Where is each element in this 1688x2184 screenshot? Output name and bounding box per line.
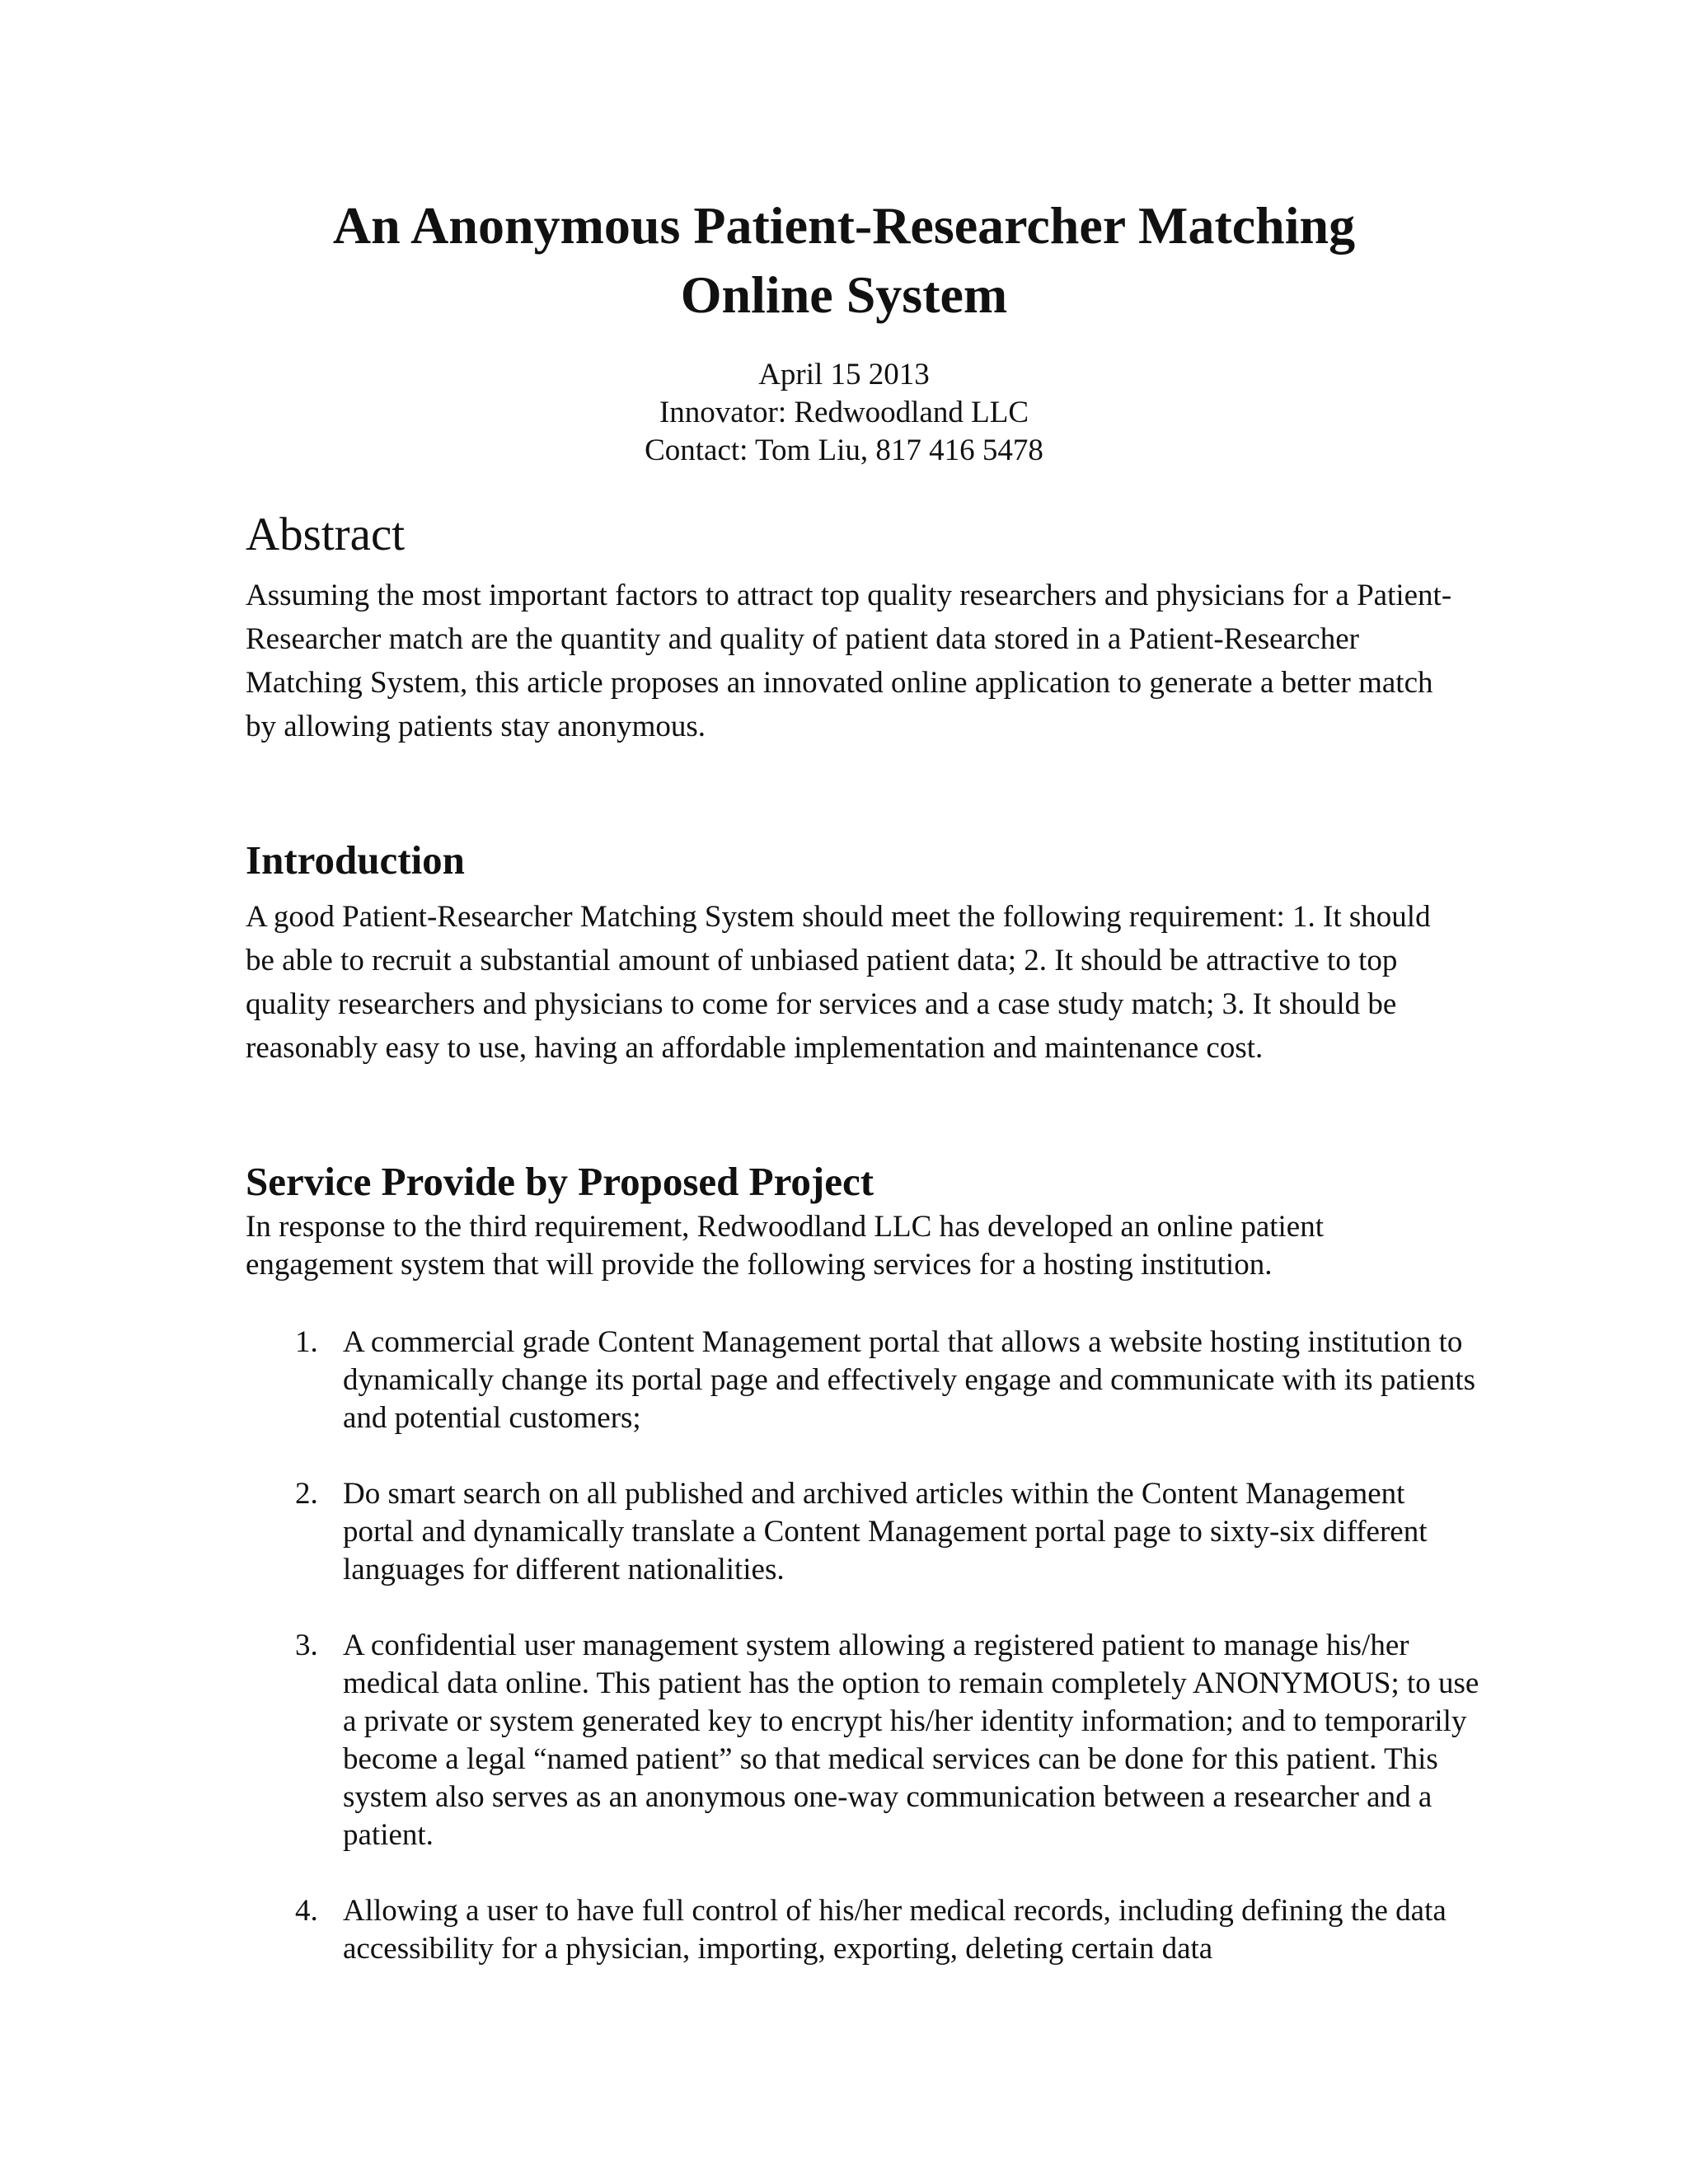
- document-date: April 15 2013: [758, 358, 930, 391]
- title-line-2: Online System: [680, 265, 1008, 324]
- list-item-text: Do smart search on all published and archived articles within the Content Management portal and dynamically translate a Content Management portal page to sixty-six different languages for different nationalities.: [343, 1477, 1428, 1586]
- services-intro: In response to the third requirement, Redwoodland LLC has developed an online patient engagement system that will provide the following services for a hosting institution.: [246, 1210, 1325, 1282]
- introduction-heading: Introduction: [246, 837, 465, 883]
- document-innovator: Innovator: Redwoodland LLC: [659, 396, 1029, 429]
- list-item-number: 3.: [295, 1629, 318, 1662]
- document-title: [0, 191, 1688, 330]
- list-item-number: 4.: [295, 1894, 318, 1928]
- list-item-text: A commercial grade Content Management portal that allows a website hosting institution to dynamically change its portal page and effectively engage and communicate with its patients and potential customers;: [343, 1325, 1476, 1435]
- list-item: [246, 1475, 1482, 1589]
- list-item-number: 2.: [295, 1477, 318, 1511]
- document-meta: [0, 356, 1688, 470]
- list-item: [246, 1324, 1482, 1437]
- introduction-text: A good Patient-Researcher Matching System should meet the following requirement: 1. It should be able to recruit a substantial amount of unbiased patient data; 2. It should be attractive to top quality researchers and physicians to come for services and a case study match; 3. It should be reasonably easy to use, having an affordable implementation and maintenance cost.: [246, 900, 1431, 1065]
- list-item: [246, 1627, 1482, 1854]
- list-item-text: A confidential user management system allowing a registered patient to manage his/her medical data online. This patient has the option to remain completely ANONYMOUS; to use a private or system generated key to encrypt his/her identity information; and to temporarily become a legal “named patient” so that medical services can be done for this patient. This system also serves as an anonymous one-way communication between a researcher and a patient.: [343, 1629, 1479, 1852]
- list-item: [246, 1892, 1482, 1968]
- title-line-1: An Anonymous Patient-Researcher Matching: [332, 196, 1356, 255]
- abstract-text: Assuming the most important factors to attract top quality researchers and physicians for a Patient-Researcher match are the quantity and quality of patient data stored in a Patient-Researcher Matching System, this article proposes an innovated online application to generate a better match by allowing patients stay anonymous.: [246, 579, 1452, 743]
- list-item-text: Allowing a user to have full control of his/her medical records, including defining the data accessibility for a physician, importing, exporting, deleting certain data: [343, 1894, 1447, 1966]
- services-heading: Service Provide by Proposed Project: [246, 1159, 874, 1204]
- document-contact: Contact: Tom Liu, 817 416 5478: [645, 434, 1043, 467]
- list-item-number: 1.: [295, 1325, 318, 1359]
- services-list: [246, 1324, 1482, 2006]
- abstract-heading: Abstract: [246, 509, 406, 560]
